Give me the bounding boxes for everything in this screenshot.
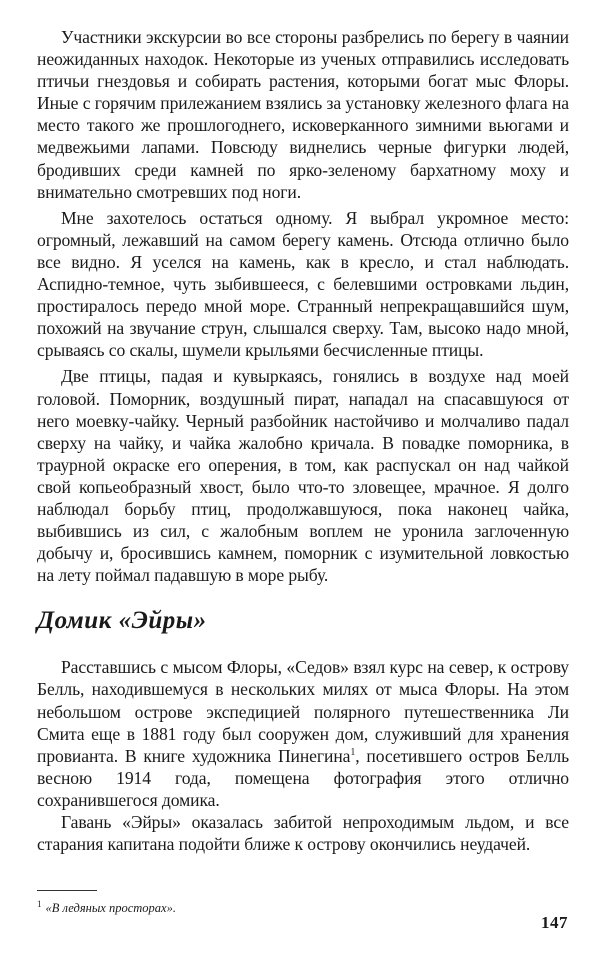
paragraph-stone: Мне захотелось остаться одному. Я выбрал укромное место: огромный, лежавший на самом берегу камень. Отсюда отлично было все видно. Я уселся на камень, как в кресло, и стал наблюдать. Аспидно-темное, чуть зыбившееся, с белевшими островками льдин, простиралось передо мной море. Странный непрекращавшийся шум, похожий на звучание струн, слышался сверху. Там, высоко надо мной, срываясь со скалы, шумели крыльями бесчисленные птицы. [37, 207, 569, 361]
page-body [37, 26, 569, 855]
paragraph-bell-island-tail: , посетившего остров Белль весною 1914 года, помещена фотография этого отлично сохранившегося домика. [37, 745, 569, 810]
paragraph-excursion: Участники экскурсии во все стороны разбрелись по берегу в чаянии неожиданных находок. Некоторые из ученых отправились исследовать птичьи гнездовья и собирать растения, которыми богат мыс Флоры. Иные с горячим прилежанием взялись за установку железного флага на место такого же прошлогоднего, исковерканного зимними вьюгами и медвежьими лапами. Повсюду виднелись черные фигурки людей, бродивших среди камней по ярко-зеленому бархатному моху и внимательно смотревших под ноги. [37, 27, 569, 202]
section-heading: Домик «Эйры» [37, 607, 207, 635]
page-number: 147 [541, 913, 568, 932]
footnote-marker: 1 [37, 899, 42, 909]
paragraph-birds: Две птицы, падая и кувыркаясь, гонялись в воздухе над моей головой. Поморник, воздушный пират, нападал на спасавшуюся от него моевку-чайку. Черный разбойник настойчиво и молчаливо падал сверху на чайку, и чайка жалобно кричала. В повадке поморника, в траурной окраске его оперения, в том, как распускал он над чайкой свой копьеобразный хвост, было что-то зловещее, мрачное. Я долго наблюдал борьбу птиц, продолжавшуюся, пока наконец чайка, выбившись из сил, с жалобным воплем не уронила заглоченную добычу и, бросившись камнем, поморник с изумительной ловкостью на лету поймал падавшую в море рыбу. [37, 366, 569, 586]
footnote-reference: 1 [350, 746, 356, 758]
footnote-divider [37, 890, 97, 891]
footnote-text: «В ледяных просторах». [45, 901, 176, 916]
paragraph-bell-island [37, 656, 569, 811]
paragraph-bell-island-text: Расставшись с мысом Флоры, «Седов» взял курс на север, к острову Белль, находившемуся в нескольких милях от мыса Флоры. На этом небольшом острове экспедицией полярного путешественника Ли Смита еще в 1881 году был сооружен дом, служивший для хранения провианта. В книге художника Пинегина [37, 657, 569, 766]
paragraph-harbor: Гавань «Эйры» оказалась забитой непроходимым льдом, и все старания капитана подойти ближе к острову окончились неудачей. [37, 812, 569, 855]
footnote [37, 896, 176, 916]
